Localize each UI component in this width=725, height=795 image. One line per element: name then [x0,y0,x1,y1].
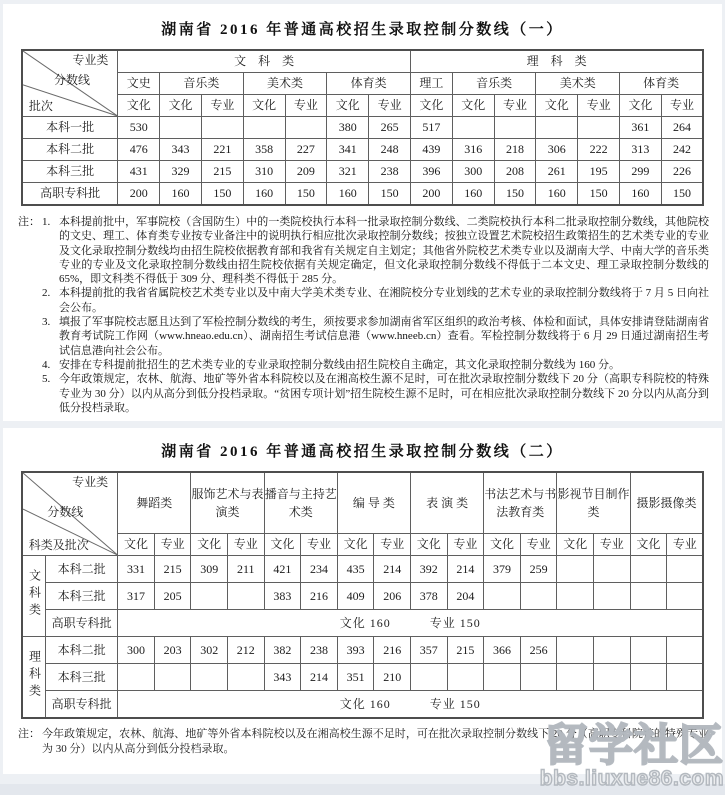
score-cell: 204 [447,583,484,610]
row-label: 本科二批 [22,139,118,161]
t1-col-header: 专业 [661,95,703,117]
t2-header-row-categories [22,472,704,534]
score-cell [484,664,521,691]
row-label: 高职专科批 [46,691,118,719]
score-cell: 361 [620,117,662,139]
score-cell [227,583,264,610]
score-cell: 302 [191,637,228,664]
score-cell [630,583,667,610]
score-cell: 200 [118,183,160,206]
t2-wen-benke3 [22,583,704,610]
merged-score-cell: 文化 160 专业 150 [118,691,704,719]
t2-col-header: 专业 [154,534,191,556]
t1-subgroup: 美术类 [536,73,620,95]
t2-category: 摄影摄像类 [630,472,703,534]
notes-section-1 [18,215,709,415]
score-cell: 211 [227,556,264,583]
t2-header-row-cols [22,534,704,556]
score-cell: 343 [160,139,202,161]
row-label: 本科一批 [22,117,118,139]
score-cell: 212 [227,637,264,664]
score-table-1 [21,49,704,206]
t1-row-benke3 [22,161,703,183]
score-cell: 150 [494,183,536,206]
score-cell [243,117,285,139]
t1-row-benke1 [22,117,703,139]
score-cell: 214 [374,556,411,583]
score-cell: 160 [243,183,285,206]
score-cell: 150 [661,183,703,206]
score-cell: 160 [536,183,578,206]
score-cell: 392 [411,556,448,583]
score-cell [557,556,594,583]
t1-subgroup: 音乐类 [452,73,536,95]
corner-label-scoreline: 分数线 [47,504,84,519]
note-item-4 [42,358,709,372]
score-cell: 306 [536,139,578,161]
t1-corner-header [22,50,118,117]
table2-title: 湖南省 2016 年普通高校招生录取控制分数线（二） [161,444,564,461]
score-cell [154,664,191,691]
score-cell: 227 [285,139,327,161]
score-cell [452,117,494,139]
score-cell [520,583,557,610]
t1-group-liberal-arts: 文 科 类 [118,50,411,73]
row-label: 本科三批 [46,664,118,691]
score-cell: 221 [201,139,243,161]
score-cell: 216 [301,583,338,610]
score-cell [557,637,594,664]
score-cell [667,556,704,583]
note-number: 2. [42,287,51,300]
t1-col-header: 专业 [494,95,536,117]
score-cell [594,583,631,610]
score-cell: 214 [301,664,338,691]
score-cell: 160 [452,183,494,206]
t2-wen-benke2 [22,556,704,583]
score-cell: 329 [160,161,202,183]
score-cell: 380 [327,117,369,139]
group-label-liberal-arts [22,556,46,637]
t2-category: 播音与主持艺术类 [264,472,337,534]
note-text: 今年政策规定，农林、航海、地矿等外省本科院校以及在湘高校生源不足时，可在批次录取控制分数线下 20 分（高职专科院校的特殊专业为 30 分）以内从高分到低分投档录取。 [42,728,709,756]
score-cell: 431 [118,161,160,183]
t2-corner-header [22,472,118,556]
score-cell: 309 [191,556,228,583]
score-cell: 265 [369,117,411,139]
score-cell: 517 [411,117,453,139]
score-cell: 160 [327,183,369,206]
score-cell: 530 [118,117,160,139]
score-cell: 264 [661,117,703,139]
score-cell: 226 [661,161,703,183]
t2-category: 编 导 类 [337,472,410,534]
t1-header-row-subgroups [22,73,703,95]
t2-col-header: 文化 [557,534,594,556]
t2-li-benke3 [22,664,704,691]
score-cell: 205 [154,583,191,610]
score-cell: 150 [285,183,327,206]
t2-category: 舞蹈类 [118,472,191,534]
row-label: 高职专科批 [46,610,118,637]
t2-col-header: 文化 [411,534,448,556]
score-cell: 200 [411,183,453,206]
t1-col-header: 文化 [160,95,202,117]
section-two [3,428,722,774]
score-cell: 310 [243,161,285,183]
t1-row-gaozhi [22,183,703,206]
score-cell: 421 [264,556,301,583]
score-cell: 396 [411,161,453,183]
score-cell: 160 [160,183,202,206]
score-cell: 150 [201,183,243,206]
score-cell: 299 [620,161,662,183]
score-cell: 378 [411,583,448,610]
t2-col-header: 专业 [667,534,704,556]
t2-col-header: 文化 [264,534,301,556]
score-cell: 357 [411,637,448,664]
score-cell: 238 [369,161,411,183]
note-text: 本科提前批中，军事院校（含国防生）中的一类院校执行本科一批录取控制分数线、二类院校执行本科二批录取控制分数线，其他院校的文史、理工、体育类专业按专业备注中的说明执行相应批次录取控制分数线；按独立设置艺术院校招生政策招生的艺术类专业的专业及文化录取控制分数线均由招生院校依据教育部和我省有关规定自主划定；其他省外院校艺术类专业以及湖南大学、中南大学的音乐类专业的专业及文化录取控制分数线由招生院校依据有关规定确定，但文化录取控制分数线不得低于二本文史、理工录取控制分数线的 65%，即文科类不得低于 309 分、理科类不得低于 285 分。 [59,216,709,286]
score-cell [118,664,155,691]
t1-group-science: 理 科 类 [411,50,704,73]
t2-col-header: 专业 [374,534,411,556]
row-label: 本科二批 [46,556,118,583]
t2-wen-gaozhi [22,610,704,637]
note-text: 填报了军事院校志愿且达到了军检控制分数线的考生，须按要求参加湖南省军区组织的政治考核、体检和面试，具体安排请登陆湖南省教育考试院工作网（www.hneao.edu.cn）、湖南招生考试信息港（www.hneeb.cn）查看。军检控制分数线将于 6 月 29 日通过湖南招生考试信息港向社会公布。 [59,316,709,357]
corner-label-batch: 批次 [28,98,53,113]
score-cell: 214 [447,556,484,583]
note-number: 3. [42,316,51,329]
score-cell: 435 [337,556,374,583]
score-cell [667,583,704,610]
document-page [0,4,725,795]
note-text: 安排在专科提前批招生的艺术类专业的专业录取控制分数线由招生院校自主确定，其文化录取控制分数线为 160 分。 [59,358,620,371]
t1-col-header: 专业 [285,95,327,117]
score-cell: 313 [620,139,662,161]
t2-col-header: 文化 [337,534,374,556]
score-cell: 238 [301,637,338,664]
score-cell [630,664,667,691]
score-cell [630,556,667,583]
score-cell [191,583,228,610]
score-cell [594,556,631,583]
t1-col-header: 文化 [243,95,285,117]
t2-col-header: 专业 [447,534,484,556]
t1-col-header: 文化 [327,95,369,117]
score-cell: 409 [337,583,374,610]
score-table-2 [21,471,705,719]
t2-col-header: 专业 [594,534,631,556]
score-cell: 208 [494,161,536,183]
score-cell: 316 [452,139,494,161]
t2-col-header: 专业 [520,534,557,556]
score-cell [160,117,202,139]
group-label-science [22,637,46,719]
t2-category: 服饰艺术与表演类 [191,472,264,534]
score-cell: 215 [447,637,484,664]
notes-prefix: 注： [18,728,40,741]
score-cell [557,664,594,691]
note-item-1 [42,215,709,286]
score-cell: 150 [369,183,411,206]
score-cell [201,117,243,139]
score-cell: 150 [578,183,620,206]
score-cell: 379 [484,556,521,583]
t2-col-header: 文化 [484,534,521,556]
score-cell [594,664,631,691]
score-cell: 195 [578,161,620,183]
score-cell [578,117,620,139]
notes-list [42,215,709,415]
score-cell [536,117,578,139]
score-cell: 234 [301,556,338,583]
score-cell: 203 [154,637,191,664]
score-cell: 242 [661,139,703,161]
score-cell: 222 [578,139,620,161]
page-bottom-strip [0,784,725,795]
t1-subgroup: 美术类 [243,73,327,95]
score-cell [630,637,667,664]
t1-subgroup: 体育类 [620,73,704,95]
row-label: 本科二批 [46,637,118,664]
score-cell [411,664,448,691]
t2-col-header: 文化 [191,534,228,556]
score-cell [285,117,327,139]
t1-subgroup: 体育类 [327,73,411,95]
score-cell [484,583,521,610]
score-cell [191,664,228,691]
score-cell [520,664,557,691]
group-label-text: 理科类 [27,650,42,702]
score-cell: 383 [264,583,301,610]
corner-label-major: 专业类 [72,53,109,67]
score-cell: 248 [369,139,411,161]
row-label: 本科三批 [46,583,118,610]
score-cell: 382 [264,637,301,664]
score-cell: 341 [327,139,369,161]
t1-col-header: 文化 [411,95,453,117]
score-cell: 160 [620,183,662,206]
notes-prefix: 注： [18,216,40,228]
t1-row-benke2 [22,139,703,161]
merged-score-cell: 文化 160 专业 150 [118,610,704,637]
t1-header-row-groups [22,50,703,73]
score-cell: 261 [536,161,578,183]
score-cell: 215 [201,161,243,183]
corner-label-scoreline: 分数线 [54,73,91,88]
score-cell: 259 [520,556,557,583]
score-cell: 210 [374,664,411,691]
t1-col-header: 专业 [369,95,411,117]
score-cell [447,664,484,691]
score-cell: 358 [243,139,285,161]
t1-col-header: 文化 [452,95,494,117]
score-cell: 206 [374,583,411,610]
t1-col-header: 文化 [536,95,578,117]
t1-col-header: 文化 [118,95,160,117]
note-item-3 [42,315,709,358]
score-cell: 393 [337,637,374,664]
t1-col-header: 专业 [201,95,243,117]
score-cell: 331 [118,556,155,583]
score-cell: 476 [118,139,160,161]
note-number: 5. [42,373,51,386]
note-text: 本科提前批的我省省属院校艺术类专业以及中南大学美术类专业、在湘院校分专业划线的艺术专业的录取控制分数线将于 7 月 5 日向社会公布。 [59,287,709,314]
score-cell: 216 [374,637,411,664]
score-cell [494,117,536,139]
score-cell: 321 [327,161,369,183]
score-cell: 300 [452,161,494,183]
t2-col-header: 专业 [227,534,264,556]
t2-li-benke2 [22,637,704,664]
t1-subgroup: 文史 [118,73,160,95]
score-cell: 343 [264,664,301,691]
t2-category: 书法艺术与书法教育类 [484,472,557,534]
corner-label-major: 专业类 [72,475,109,490]
corner-label-category-batch: 科类及批次 [28,537,89,552]
watermark-url-text: bbs.liuxue86.com [539,767,724,790]
t1-subgroup: 理工 [411,73,453,95]
group-label-text: 文科类 [27,569,42,621]
notes-section-2 [18,727,709,757]
score-cell [667,664,704,691]
t2-col-header: 文化 [630,534,667,556]
row-label: 本科三批 [22,161,118,183]
t1-col-header: 文化 [620,95,662,117]
table1-title: 湖南省 2016 年普通高校招生录取控制分数线（一） [161,22,564,38]
score-cell: 209 [285,161,327,183]
score-cell [227,664,264,691]
score-cell [667,637,704,664]
note-number: 4. [42,358,51,371]
t2-li-gaozhi [22,691,704,719]
note-item-2 [42,286,709,315]
note-text: 今年政策规定，农林、航海、地矿等外省本科院校以及在湘高校生源不足时，可在批次录取控制分数线下 20 分（高职专科院校的特殊专业为 30 分）以内从高分到低分投档录取。“贫困专项计划”招生院校生源不足时，可在相应批次录取控制分数线下 20 分以内从高分到低分投档录取。 [59,373,709,414]
score-cell: 351 [337,664,374,691]
note-number: 1. [42,216,51,228]
t2-category: 表 演 类 [411,472,484,534]
score-cell: 218 [494,139,536,161]
score-cell [594,637,631,664]
t1-subgroup: 音乐类 [160,73,244,95]
score-cell: 439 [411,139,453,161]
score-cell: 256 [520,637,557,664]
watermark-logo-text: 留学社区 [544,721,724,771]
score-cell: 317 [118,583,155,610]
score-cell: 300 [118,637,155,664]
section-one [3,4,722,421]
t1-header-row-cols [22,95,703,117]
t2-category: 影视节目制作类 [557,472,630,534]
score-cell: 215 [154,556,191,583]
row-label: 高职专科批 [22,183,118,206]
score-cell [557,583,594,610]
t2-col-header: 专业 [301,534,338,556]
t1-col-header: 专业 [578,95,620,117]
t2-col-header: 文化 [118,534,155,556]
score-cell: 366 [484,637,521,664]
note-item-5 [42,372,709,415]
